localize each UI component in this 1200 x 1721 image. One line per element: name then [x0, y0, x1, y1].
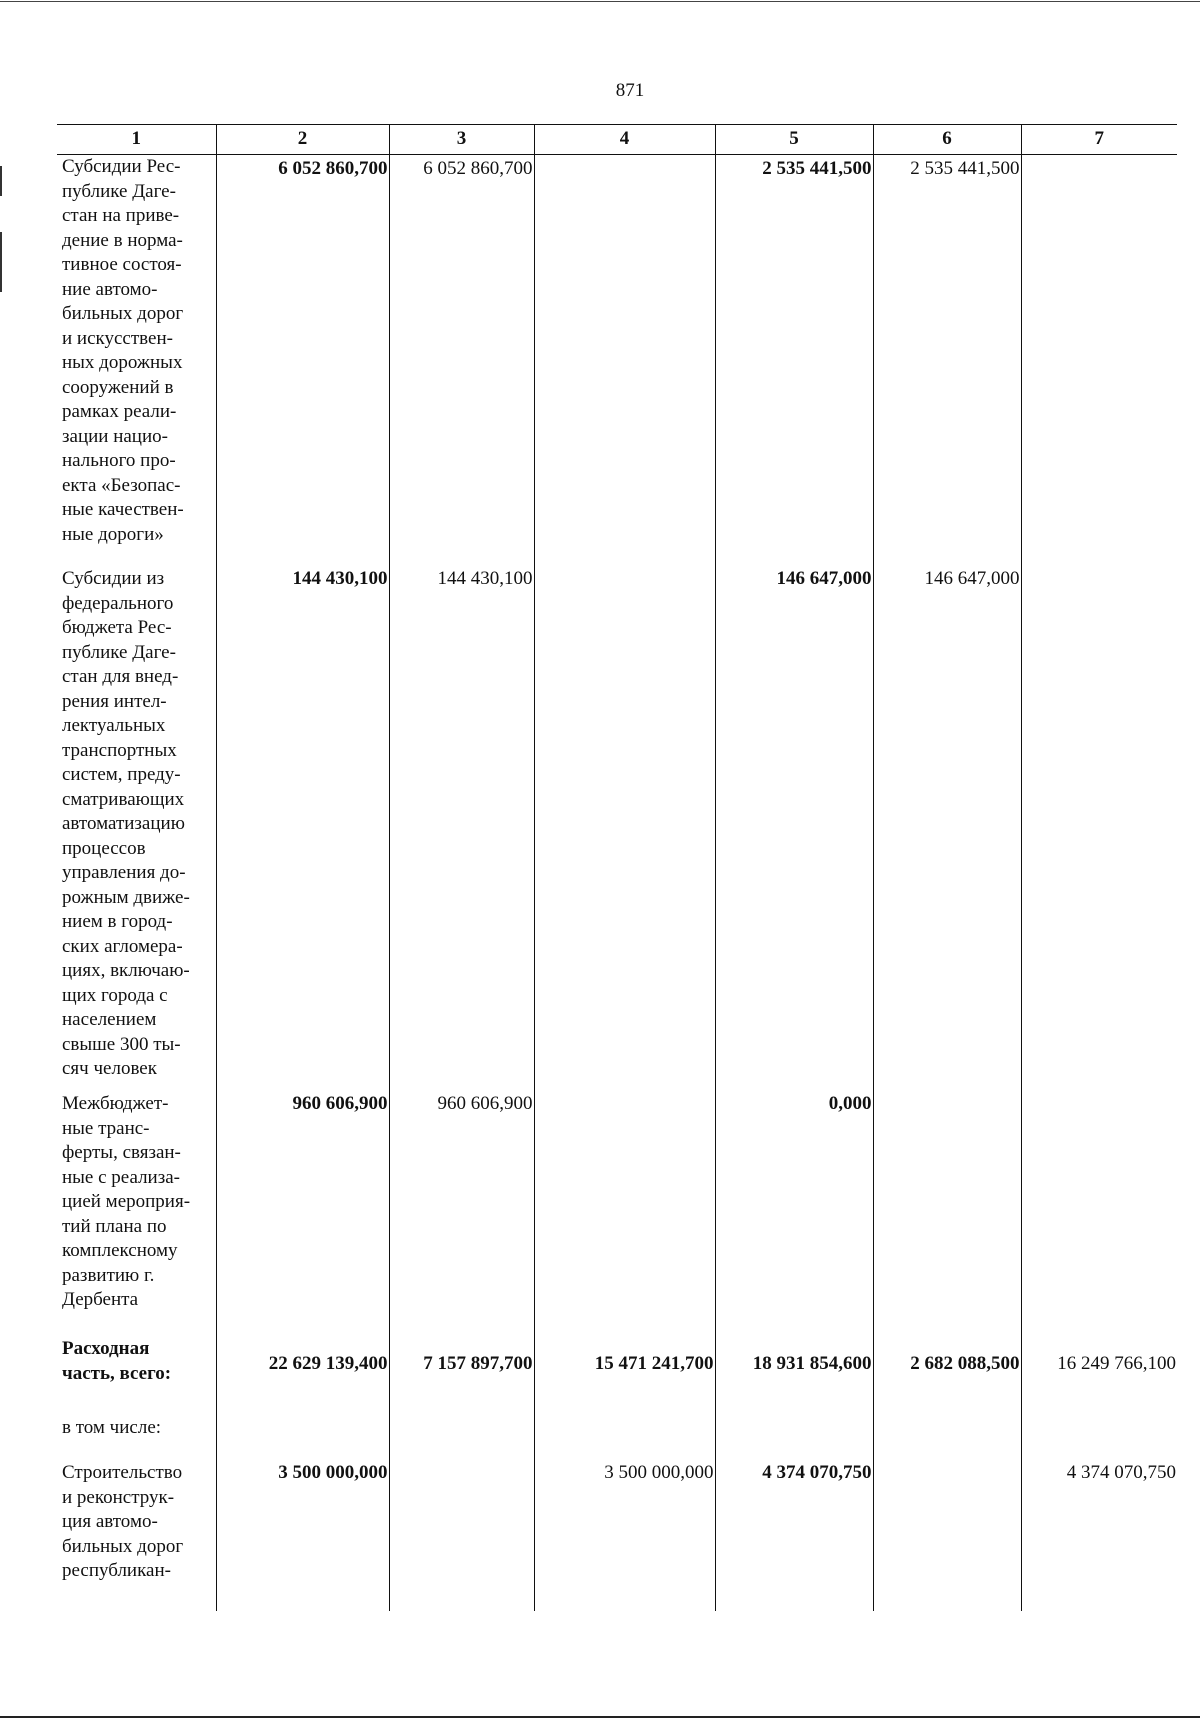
value-cell [1021, 567, 1177, 1092]
value-cell [534, 155, 715, 568]
value-cell [534, 1416, 715, 1461]
column-header: 6 [873, 125, 1021, 155]
value-cell: 2 535 441,500 [873, 155, 1021, 568]
value-cell: 4 374 070,750 [715, 1461, 873, 1611]
table-row [57, 155, 1177, 568]
row-label-cell [57, 1092, 216, 1337]
row-label: Субсидии Рес- публике Даге- стан на приве- дение в норма- тивное состоя- ние автомо- бильных дорог и искусствен- ных дорожных сооружений в рамках реали- зации нацио- нального про- екта «Безопас- ные качествен- ные дороги» [62, 156, 184, 545]
row-label: Расходная часть, всего: [62, 1338, 172, 1384]
top-scan-edge [0, 1, 1200, 2]
value-cell [1021, 155, 1177, 568]
value-cell: 146 647,000 [873, 567, 1021, 1092]
value-cell [873, 1416, 1021, 1461]
table-row [57, 1461, 1177, 1611]
value-cell: 2 535 441,500 [715, 155, 873, 568]
value-cell: 3 500 000,000 [534, 1461, 715, 1611]
value-cell [873, 1461, 1021, 1611]
value-cell [873, 1092, 1021, 1337]
row-label-cell [57, 567, 216, 1092]
column-header: 1 [57, 125, 216, 155]
scan-margin-mark [0, 166, 2, 196]
value-cell [216, 1416, 389, 1461]
value-cell: 0,000 [715, 1092, 873, 1337]
value-cell: 18 931 854,600 [715, 1337, 873, 1416]
value-cell [715, 1416, 873, 1461]
column-header: 5 [715, 125, 873, 155]
value-cell: 960 606,900 [389, 1092, 534, 1337]
value-cell: 16 249 766,100 [1021, 1337, 1177, 1416]
table-row [57, 1416, 1177, 1461]
value-cell [1021, 1092, 1177, 1337]
table-header-row [57, 125, 1177, 155]
row-label: Строительство и реконструк- ция автомо- бильных дорог республикан- [62, 1462, 184, 1581]
table-row-total [57, 1337, 1177, 1416]
table-row [57, 1092, 1177, 1337]
value-cell: 7 157 897,700 [389, 1337, 534, 1416]
row-label: Межбюджет- ные транс- ферты, связан- ные с реализа- цией мероприя- тий плана по комплексному развитию г. Дербента [62, 1093, 191, 1310]
scan-margin-mark [0, 232, 2, 292]
value-cell [389, 1416, 534, 1461]
value-cell: 6 052 860,700 [389, 155, 534, 568]
column-header: 7 [1021, 125, 1177, 155]
column-header: 2 [216, 125, 389, 155]
value-cell: 146 647,000 [715, 567, 873, 1092]
column-header: 3 [389, 125, 534, 155]
value-cell: 144 430,100 [216, 567, 389, 1092]
value-cell: 15 471 241,700 [534, 1337, 715, 1416]
row-label-cell [57, 1461, 216, 1611]
row-label-cell [57, 1337, 216, 1416]
value-cell: 4 374 070,750 [1021, 1461, 1177, 1611]
table-row [57, 567, 1177, 1092]
row-label-cell [57, 1416, 216, 1461]
budget-table [57, 124, 1177, 1611]
value-cell: 2 682 088,500 [873, 1337, 1021, 1416]
row-label-cell [57, 155, 216, 568]
row-label: Субсидии из федерального бюджета Рес- публике Даге- стан для внед- рения интел- лектуальных транспортных систем, преду- сматривающих автоматизацию процессов управления до- рожным движе- нием в город- ских агломера- циях, включаю- щих города с населением свыше 300 ты- сяч человек [62, 568, 190, 1079]
value-cell: 6 052 860,700 [216, 155, 389, 568]
value-cell: 960 606,900 [216, 1092, 389, 1337]
value-cell: 22 629 139,400 [216, 1337, 389, 1416]
value-cell: 144 430,100 [389, 567, 534, 1092]
bottom-scan-edge [0, 1716, 1200, 1718]
value-cell [389, 1461, 534, 1611]
value-cell [534, 1092, 715, 1337]
value-cell: 3 500 000,000 [216, 1461, 389, 1611]
row-label: в том числе: [62, 1417, 162, 1438]
column-header: 4 [534, 125, 715, 155]
value-cell [1021, 1416, 1177, 1461]
page-number: 871 [615, 80, 645, 101]
value-cell [534, 567, 715, 1092]
